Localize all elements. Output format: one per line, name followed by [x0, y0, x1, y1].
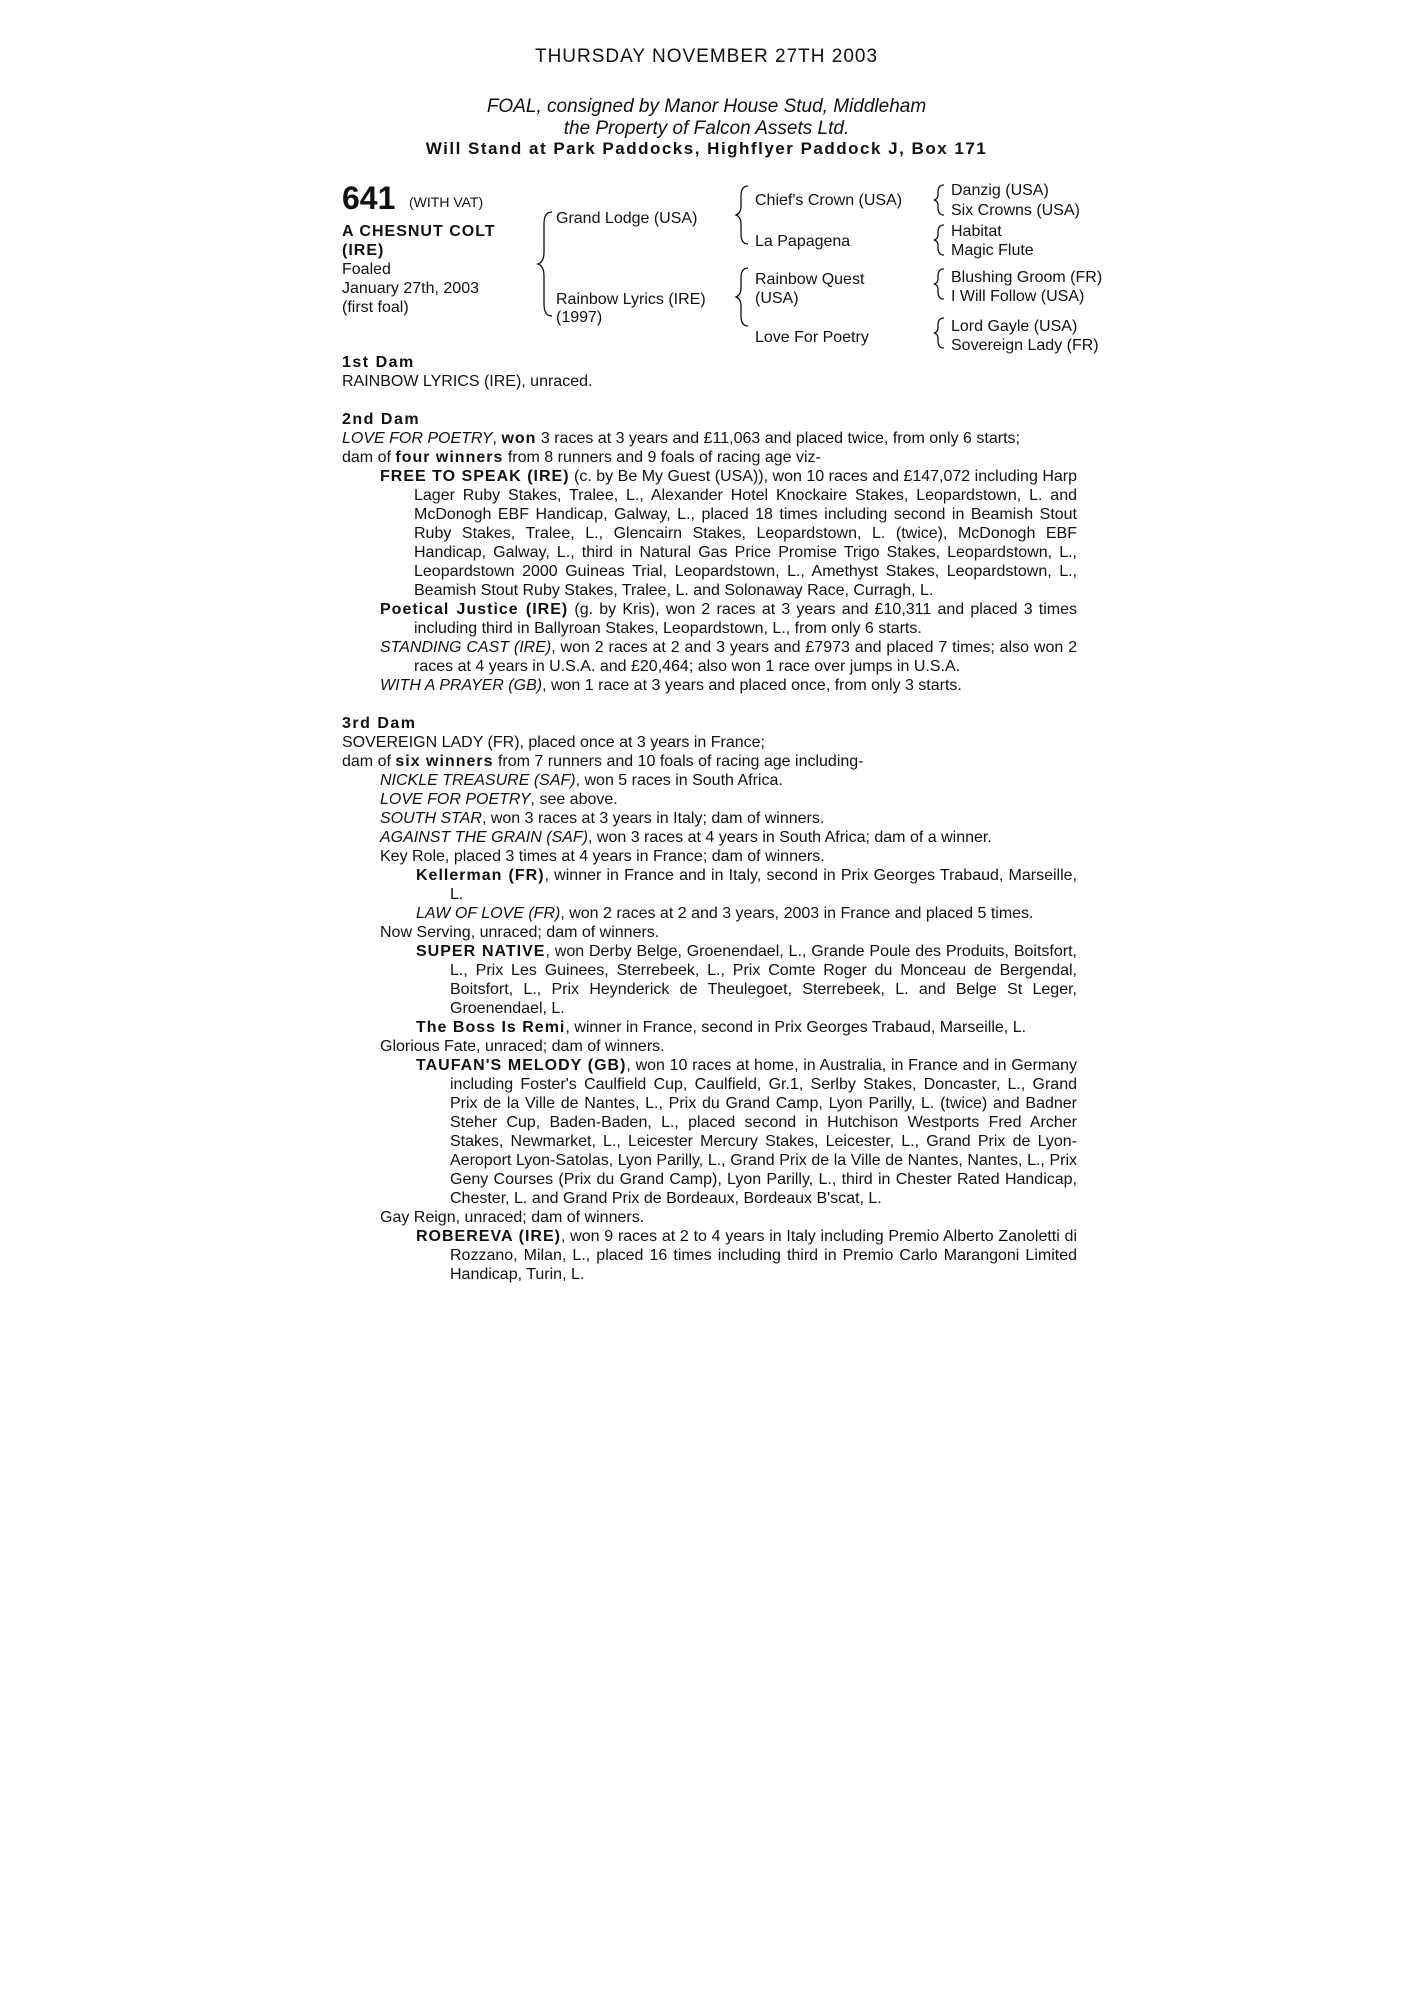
owner-line: the Property of Falcon Assets Ltd.: [563, 118, 850, 139]
progeny-entry: [342, 1037, 1077, 1056]
progeny-record: , won 5 races in South Africa.: [575, 772, 783, 789]
progeny-entry: [342, 1056, 1077, 1208]
brace-ss: [934, 185, 944, 215]
progeny-entry: [342, 828, 1077, 847]
progeny-entry: [342, 467, 1077, 600]
second-dam-record-text: 3 races at 3 years and £11,063 and placed twice, from only 6 starts;: [536, 430, 1020, 447]
pedigree-gen3-dds: Lord Gayle (USA): [951, 318, 1078, 335]
progeny-record: , placed 3 times at 4 years in France; dam of winners.: [444, 848, 825, 865]
progeny-entry: [342, 771, 1077, 790]
progeny-record: , won 1 race at 3 years and placed once, from only 3 starts.: [542, 677, 962, 694]
second-dam-produce-post: from 8 runners and 9 foals of racing age viz-: [503, 449, 821, 466]
progeny-record: (c. by Be My Guest (USA)), won 10 races and £147,072 including Harp Lager Ruby Stakes, Tralee, L., Alexander Hotel Knockaire Stakes, Leopardstown, L. and McDonogh EBF Handicap, Galway, L., placed 18 times including second in Beamish Stout Ruby Stakes, Tralee, L., Glencairn Stakes, Leopardstown, L. (twice), McDonogh EBF Handicap, Galway, L., third in Natural Gas Price Promise Trigo Stakes, Leopardstown, L., Leopardstown 2000 Guineas Trial, Leopardstown, L., Amethyst Stakes, Leopardstown, L., Beamish Stout Ruby Stakes, Tralee, L. and Solonaway Race, Curragh, L.: [414, 468, 1078, 599]
pedigree-dam: Rainbow Lyrics (IRE): [556, 291, 706, 308]
progeny-entry: [342, 809, 1077, 828]
progeny-entry: [342, 600, 1077, 638]
progeny-entry: [342, 1208, 1077, 1227]
brace-sire: [736, 186, 748, 244]
third-dam-text: SOVEREIGN LADY (FR), placed once at 3 years in France;: [342, 734, 765, 751]
third-dam-winners-count: six winners: [395, 753, 494, 770]
progeny-name: Poetical Justice (IRE): [380, 601, 569, 618]
progeny-name: NICKLE TREASURE (SAF): [380, 772, 576, 789]
foaled-date: January 27th, 2003: [342, 280, 479, 297]
progeny-name: The Boss Is Remi: [416, 1019, 566, 1036]
progeny-record: , won Derby Belge, Groenendael, L., Grande Poule des Produits, Boitsfort, L., Prix Les Guinees, Sterrebeek, L., Prix Comte Roger du Monceau de Bergendal, Boitsfort, L., Prix Heynderick de Theulegoet, Sterrebeek, L. and Belge St Leger, Groenendael, L.: [450, 943, 1077, 1017]
progeny-record: , won 2 races at 2 and 3 years, 2003 in France and placed 5 times.: [560, 905, 1034, 922]
progeny-record: (g. by Kris), won 2 races at 3 years and £10,311 and placed 3 times including third in Ballyroan Stakes, Leopardstown, L., from only 6 starts.: [414, 601, 1078, 637]
lot-name-suffix: (IRE): [342, 242, 385, 259]
progeny-record: , won 10 races at home, in Australia, in France and in Germany including Foster's Caulfield Cup, Caulfield, Gr.1, Serlby Stakes, Doncaster, L., Grand Prix de la Ville de Nantes, L., Prix du Grand Camp, Lyon Parilly, L. (twice) and Badner Steher Cup, Baden-Baden, L., placed second in Hutchison Westports Fred Archer Stakes, Newmarket, L., Leicester Mercury Stakes, Leicester, L., Grand Prix de Lyon-Aeroport Lyon-Satolas, Lyon Parilly, L., Grand Prix de la Ville de Nantes, Nantes, L., Prix Geny Courses (Prix du Grand Camp), Lyon Parilly, L., third in Chester Rated Handicap, Chester, L. and Grand Prix de Bordeaux, Bordeaux B'scat, L.: [450, 1057, 1077, 1207]
progeny-record: , unraced; dam of winners.: [470, 924, 660, 941]
progeny-name: Kellerman (FR): [416, 867, 545, 884]
progeny-name: FREE TO SPEAK (IRE): [380, 468, 570, 485]
second-dam-winners-count: four winners: [395, 449, 504, 466]
progeny-entry: [342, 790, 1077, 809]
pedigree-gen3-ssd: Six Crowns (USA): [951, 202, 1080, 219]
second-dam-produce-pre: dam of: [342, 449, 396, 466]
progeny-record: , won 3 races at 3 years in Italy; dam of winners.: [481, 810, 825, 827]
pedigree-gen3-sss: Danzig (USA): [951, 182, 1049, 199]
progeny-record: , won 2 races at 2 and 3 years and £7973 and placed 7 times; also won 2 races at 4 years in U.S.A. and £20,464; also won 1 race over jumps in U.S.A.: [414, 639, 1078, 675]
progeny-name: Glorious Fate: [380, 1038, 477, 1055]
stand-location: Will Stand at Park Paddocks, Highflyer Paddock J, Box 171: [425, 139, 988, 158]
second-dam-won: won: [501, 430, 537, 447]
third-dam-produce: [342, 752, 1077, 771]
pedigree-gen3-sds: Habitat: [951, 223, 1002, 240]
first-dam-text: RAINBOW LYRICS (IRE), unraced.: [342, 373, 593, 390]
progeny-name: Now Serving: [380, 924, 471, 941]
progeny-record: , won 9 races at 2 to 4 years in Italy including Premio Alberto Zanoletti di Rozzano, Milan, L., placed 16 times including third in Premio Carlo Marangoni Limited Handicap, Turin, L.: [450, 1228, 1078, 1283]
third-dam-heading: 3rd Dam: [342, 715, 417, 732]
progeny-name: ROBEREVA (IRE): [416, 1228, 561, 1245]
pedigree-dam-sire-suffix: (USA): [755, 290, 799, 307]
consignor-line: FOAL, consigned by Manor House Stud, Middleham: [486, 96, 927, 117]
sale-date: THURSDAY NOVEMBER 27TH 2003: [534, 46, 879, 67]
pedigree-braces: [0, 0, 1413, 380]
second-dam-progeny-list: [342, 467, 1077, 695]
progeny-name: WITH A PRAYER (GB): [380, 677, 543, 694]
pedigree-sire: Grand Lodge (USA): [556, 210, 698, 227]
pedigree-dam-dam: Love For Poetry: [755, 329, 869, 346]
progeny-name: Gay Reign: [380, 1209, 456, 1226]
second-dam-record: LOVE FOR POETRY, won 3 races at 3 years and £11,063 and placed twice, from only 6 starts;: [342, 430, 1020, 447]
progeny-entry: [342, 866, 1077, 904]
second-dam-name: LOVE FOR POETRY: [342, 430, 493, 447]
third-dam-entries-list: [342, 771, 1077, 1284]
progeny-name: LOVE FOR POETRY: [380, 791, 531, 808]
dam-details: [342, 353, 1077, 1284]
progeny-name: Key Role: [380, 848, 445, 865]
progeny-entry: [342, 1227, 1077, 1284]
progeny-entry: [342, 942, 1077, 1018]
first-dam-heading: 1st Dam: [342, 354, 415, 371]
progeny-record: , won 3 races at 4 years in South Africa; dam of a winner.: [588, 829, 992, 846]
brace-dd: [934, 318, 944, 348]
progeny-name: SUPER NATIVE: [416, 943, 546, 960]
third-dam-produce-pre: dam of: [342, 753, 396, 770]
progeny-entry: [342, 847, 1077, 866]
progeny-name: SOUTH STAR: [380, 810, 482, 827]
pedigree-gen3-sdd: Magic Flute: [951, 242, 1034, 259]
progeny-name: LAW OF LOVE (FR): [416, 905, 561, 922]
progeny-record: , winner in France and in Italy, second in Prix Georges Trabaud, Marseille, L.: [450, 867, 1077, 903]
progeny-record: , unraced; dam of winners.: [476, 1038, 665, 1055]
progeny-name: AGAINST THE GRAIN (SAF): [380, 829, 589, 846]
foaled-label: Foaled: [342, 261, 391, 278]
progeny-record: , unraced; dam of winners.: [455, 1209, 645, 1226]
second-dam-produce: [342, 448, 1077, 467]
pedigree-gen3-dsd: I Will Follow (USA): [951, 288, 1085, 305]
second-dam-heading: 2nd Dam: [342, 411, 421, 428]
progeny-record: , see above.: [530, 791, 618, 808]
progeny-entry: [342, 676, 1077, 695]
brace-gen1: [538, 212, 552, 316]
progeny-entry: [342, 1018, 1077, 1037]
first-foal-note: (first foal): [342, 299, 409, 316]
pedigree-sire-sire: Chief's Crown (USA): [755, 192, 903, 209]
lot-number: 641: [342, 180, 396, 216]
pedigree-sire-dam: La Papagena: [755, 233, 851, 250]
progeny-name: TAUFAN'S MELODY (GB): [416, 1057, 627, 1074]
lot-name: A CHESNUT COLT: [342, 223, 496, 240]
pedigree-dam-year: (1997): [556, 309, 603, 326]
progeny-entry: [342, 904, 1077, 923]
brace-dam: [736, 268, 748, 326]
progeny-entry: [342, 638, 1077, 676]
brace-sd: [934, 225, 944, 255]
brace-ds: [934, 269, 944, 299]
third-dam-produce-post: from 7 runners and 10 foals of racing age including-: [493, 753, 864, 770]
progeny-name: STANDING CAST (IRE): [380, 639, 552, 656]
pedigree-dam-sire: Rainbow Quest: [755, 271, 865, 288]
pedigree-gen3-ddd: Sovereign Lady (FR): [951, 337, 1099, 354]
vat-note: (WITH VAT): [409, 194, 484, 210]
pedigree-gen3-dss: Blushing Groom (FR): [951, 269, 1103, 286]
progeny-record: , winner in France, second in Prix Georges Trabaud, Marseille, L.: [565, 1019, 1027, 1036]
progeny-entry: [342, 923, 1077, 942]
